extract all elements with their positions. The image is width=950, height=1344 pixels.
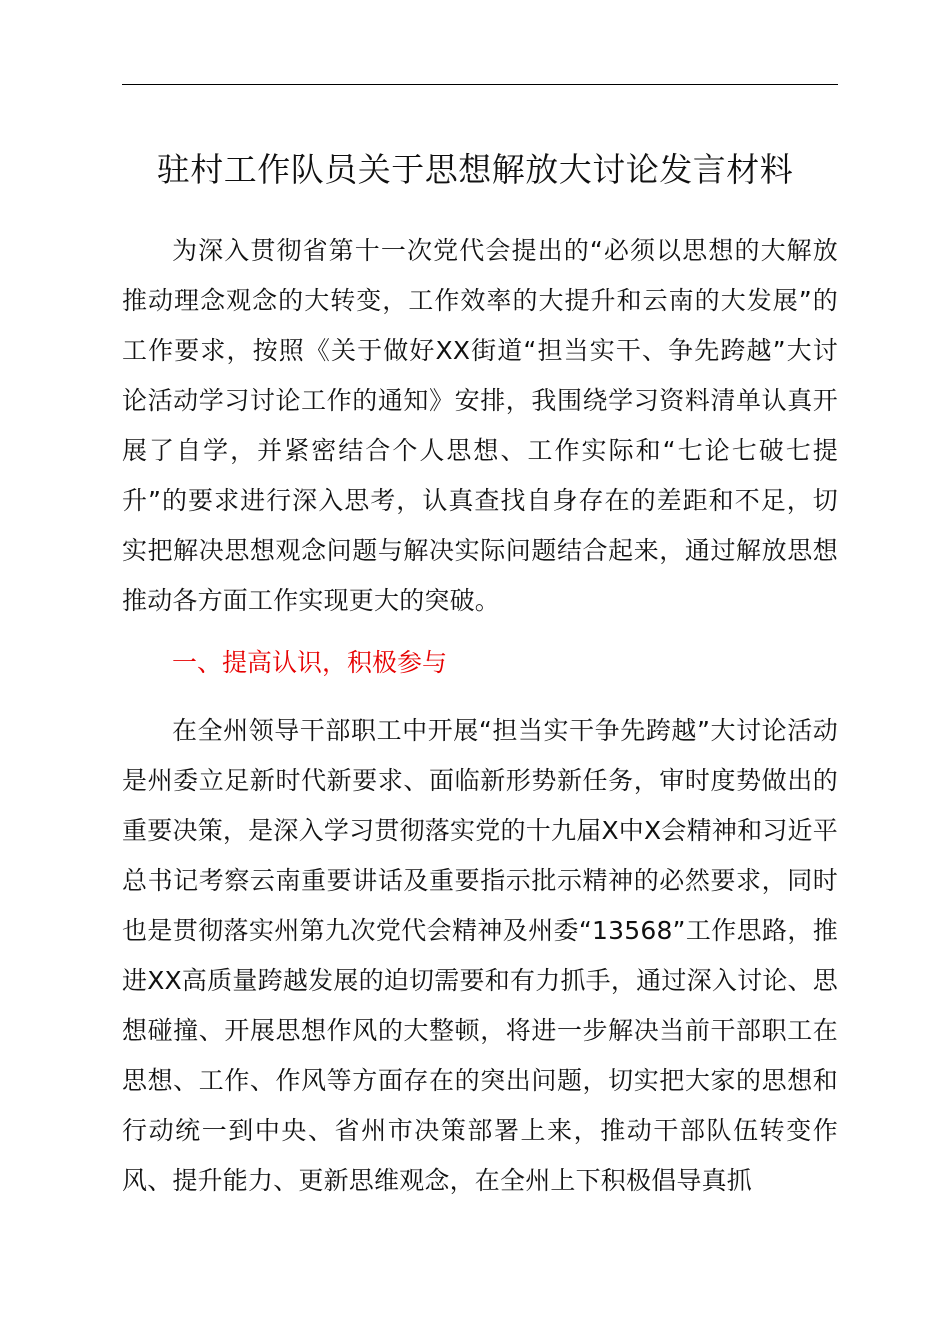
body-paragraph: 在全州领导干部职工中开展“担当实干争先跨越”大讨论活动是州委立足新时代新要求、面临新形势新任务，审时度势做出的重要决策，是深入学习贯彻落实党的十九届X中X会精神和习近平总书记考察云南重要讲话及重要指示批示精神的必然要求，同时也是贯彻落实州第九次党代会精神及州委“13568”工作思路，推进XX高质量跨越发展的迫切需要和有力抓手，通过深入讨论、思想碰撞、开展思想作风的大整顿，将进一步解决当前干部职工在思想、工作、作风等方面存在的突出问题，切实把大家的思想和行动统一到中央、省州市决策部署上来，推动干部队伍转变作风、提升能力、更新思维观念，在全州上下积极倡导真抓 [122, 716, 838, 1195]
section-heading: 一、提高认识，积极参与 [172, 648, 448, 677]
intro-paragraph: 为深入贯彻省第十一次党代会提出的“必须以思想的大解放推动理念观念的大转变，工作效率的大提升和云南的大发展”的工作要求，按照《关于做好XX街道“担当实干、争先跨越”大讨论活动学习讨论工作的通知》安排，我围绕学习资料清单认真开展了自学，并紧密结合个人思想、工作实际和“七论七破七提升”的要求进行深入思考，认真查找自身存在的差距和不足，切实把解决思想观念问题与解决实际问题结合起来，通过解放思想推动各方面工作实现更大的突破。 [122, 236, 838, 615]
document-title: 驻村工作队员关于思想解放大讨论发言材料 [156, 150, 794, 189]
header-rule [122, 84, 838, 85]
